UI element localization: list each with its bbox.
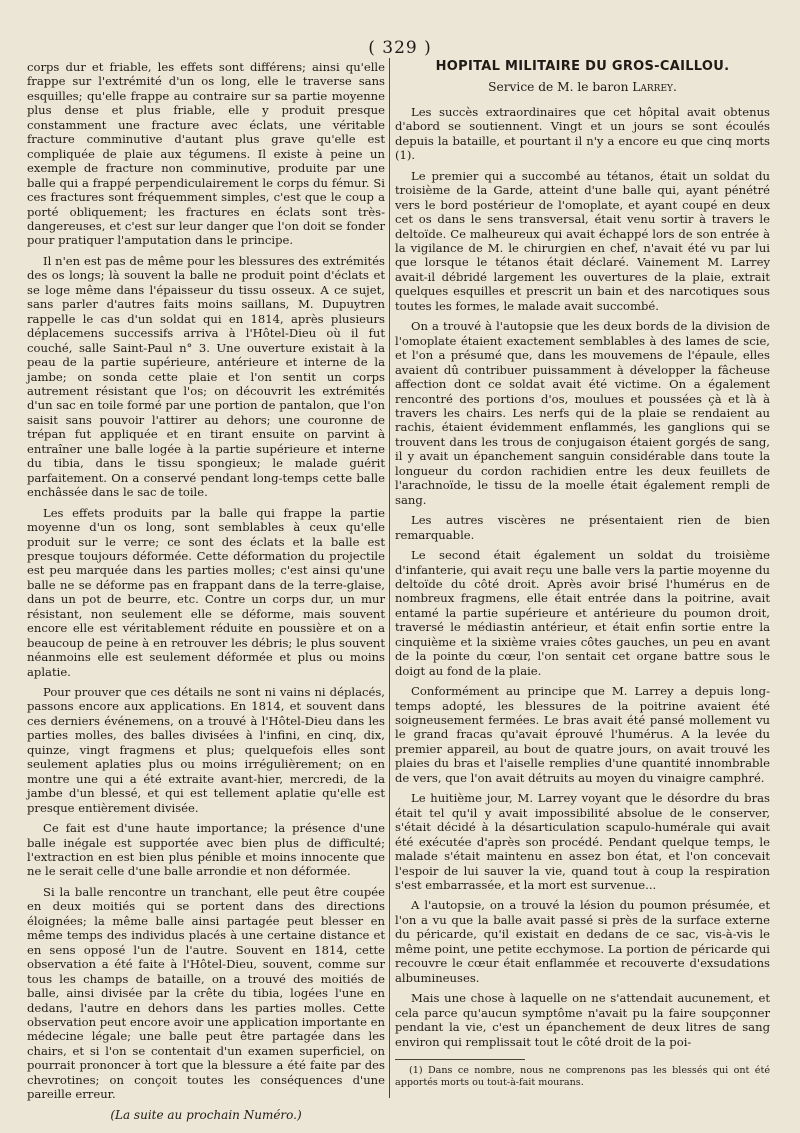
column-divider — [389, 58, 390, 1098]
section-title: HOPITAL MILITAIRE DU GROS-CAILLOU. — [435, 59, 730, 74]
right-paragraph-5: Le second était également un soldat du troisième d'infanterie, qui avait reçu une balle vers la partie moyenne du deltoïde du côté droit. Après avoir brisé l'humérus en de nombreux fragmens, elle était entrée dans la poitrine, avait entamé la partie supérieure et antérieure du poumon droit, traversé le médiastin antérieur, et était enfin sortie entre la cinquième et la sixième vraies côtes gauches, un peu en avant de la pointe du cœur, l'on sentait cet organe battre sous le doigt au fond de la plaie. — [395, 548, 770, 678]
right-paragraph-2: Le premier qui a succombé au tétanos, était un soldat du troisième de la Garde, atteint d'une balle qui, ayant pénétré vers le bord postérieur de l'omoplate, et ayant coupé en deux cet os dans le sens transversal, était venu sortir à travers le deltoïde. Ce malheureux qui avait échappé lors de son entrée à la vigilance de M. le chirurgien en chef, n'avait été vu par lui que lorsque le tétanos était déclaré. Vainement M. Larrey avait-il débridé largement les ouvertures de la plaie, extrait quelques esquilles et prescrit un bain et des narcotiques sous toutes les formes, le malade avait succombé. — [395, 168, 770, 313]
right-paragraph-8: A l'autopsie, on a trouvé la lésion du poumon présumée, et l'on a vu que la balle avait passé si près de la surface externe du péricarde, qu'il existait en dedans de ce sac, vis-à-vis le même point, une petite ecchymose. La portion de péricarde qui recouvre le cœur était enflammée et recouverte d'exsudations albumineuses. — [395, 898, 770, 985]
right-column — [395, 60, 770, 1089]
page-number: ( 329 ) — [368, 38, 432, 58]
right-paragraph-9: Mais une chose à laquelle on ne s'attendait aucunement, et cela parce qu'aucun symptôme n'avait pu la faire soupçonner pendant la vie, c'est un épanchement de deux litres de sang environ qui remplissait tout le côté droit de la poi- — [395, 991, 770, 1049]
right-paragraph-3: On a trouvé à l'autopsie que les deux bords de la division de l'omoplate étaient exactement semblables à des lames de scie, et l'on a présumé que, dans les mouvemens de l'épaule, elles avaient dû contribuer puissamment à développer la fâcheuse affection dont ce soldat avait été victime. On a également rencontré des portions d'os, moulues et poussées çà et là à travers les chairs. Les nerfs qui de la plaie se rendaient au rachis, étaient évidemment enflammés, les ganglions qui se trouvent dans les trous de conjugaison étaient gorgés de sang, il y avait un épanchement sanguin considérable dans toute la longueur du cordon rachidien entre les deux feuillets de l'arachnoïde, le tissu de la moelle était également rempli de sang. — [395, 319, 770, 507]
section-subtitle — [395, 80, 770, 94]
continued-note: (La suite au prochain Numéro.) — [110, 1107, 302, 1122]
left-paragraph-5: Ce fait est d'une haute importance; la présence d'une balle inégale est supportée avec bien plus de difficulté; l'extraction en est bien plus pénible et moins innocente que ne le serait celle d'une balle arrondie et non déformée. — [27, 821, 385, 879]
left-paragraph-3: Les effets produits par la balle qui frappe la partie moyenne d'un os long, sont semblables à ceux qu'elle produit sur le verre; ce sont des éclats et la balle est presque toujours déformée. Cette déformation du projectile est peu marquée dans les parties molles; c'est ainsi qu'une balle ne se déforme pas en frappant dans de la terre-glaise, dans un pot de beurre, etc. Contre un corps dur, un mur résistant, non seulement elle se déforme, mais souvent encore elle est véritablement réduite en poussière et on a beaucoup de peine à en retrouver les débris; le plus souvent néanmoins elle est seulement déformée et plus ou moins aplatie. — [27, 505, 385, 679]
subtitle-prefix: Service de M. le baron — [488, 80, 633, 95]
right-paragraph-4: Les autres viscères ne présentaient rien de bien remarquable. — [395, 513, 770, 542]
footnote-rule — [395, 1059, 525, 1060]
left-paragraph-4: Pour prouver que ces détails ne sont ni vains ni déplacés, passons encore aux applications. En 1814, et souvent dans ces derniers événemens, on a trouvé à l'Hôtel-Dieu dans les parties molles, des balles divisées à l'infini, en cinq, dix, quinze, vingt fragmens et plus; quelquefois elles sont seulement aplaties plus ou moins irrégulièrement; on en montre une qui a été extraite avant-hier, mercredi, de la jambe d'un blessé, et qui est tellement aplatie qu'elle est presque entièrement divisée. — [27, 685, 385, 815]
footnote: (1) Dans ce nombre, nous ne comprenons pas les blessés qui ont été apportés morts ou tout-à-fait mourans. — [395, 1065, 770, 1088]
left-paragraph-2: Il n'en est pas de même pour les blessures des extrémités des os longs; là souvent la balle ne produit point d'éclats et se loge même dans l'épaisseur du tissu osseux. A ce sujet, sans parler d'autres faits moins saillans, M. Dupuytren rappelle le cas d'un soldat qui en 1814, après plusieurs déplacemens successifs arriva à l'Hôtel-Dieu où il fut couché, salle Saint-Paul n° 3. Une ouverture existait à la peau de la partie supérieure, antérieure et interne de la jambe; on sonda cette plaie et l'on sentit un corps autrement résistant que l'os; on découvrit les extrémités d'un sac en toile formé par une portion de pantalon, que l'on saisit sans pouvoir l'attirer au dehors; une couronne de trépan fut appliquée et en tirant ensuite on parvint à entraîner une balle logée à la partie supérieure et interne du tibia, dans le tissu spongieux; le malade guérit parfaitement. On a conservé pendant long-temps cette balle enchâssée dans le sac de toile. — [27, 253, 385, 500]
right-paragraph-1: Les succès extraordinaires que cet hôpital avait obtenus d'abord se soutiennent. Vingt et un jours se sont écoulés depuis la bataille, et pourtant il n'y a encore eu que cinq morts (1). — [395, 104, 770, 163]
right-paragraph-7: Le huitième jour, M. Larrey voyant que le désordre du bras était tel qu'il y avait impossibilité absolue de le conserver, s'était décidé à la désarticulation scapulo-humérale qui avait été exécutée d'après son procédé. Pendant quelque temps, le malade s'était maintenu en assez bon état, et l'on concevait l'espoir de lui sauver la vie, quand tout à coup la respiration s'est embarrassée, et la mort est survenue... — [395, 791, 770, 893]
left-paragraph-1: corps dur et friable, les effets sont différens; ainsi qu'elle frappe sur l'extrémité d'un os long, elle le traverse sans esquilles; qu'elle frappe au contraire sur sa partie moyenne plus dense et plus friable, elle y produit presque constamment une fracture avec éclats, une véritable fracture comminutive d'autant plus grave qu'elle est compliquée de plaie aux tégumens. Il existe à peine un exemple de fracture non comminutive, produite par une balle qui a frappé perpendiculairement le corps du fémur. Si ces fractures sont fréquemment simples, c'est que le coup a porté obliquement; les fractures en éclats sont très-dangereuses, et c'est sur leur danger que l'on doit se fonder pour pratiquer l'amputation dans le principe. — [27, 60, 385, 248]
left-paragraph-6: Si la balle rencontre un tranchant, elle peut être coupée en deux moitiés qui se portent dans des directions éloignées; la même balle ainsi partagée peut blesser en même temps des individus placés à une certaine distance et en sens opposé l'un de l'autre. Souvent en 1814, cette observation a été faite à l'Hôtel-Dieu, souvent, comme sur tous les champs de bataille, on a trouvé des moitiés de balle, ainsi divisée par la crête du tibia, logées l'une en dedans, l'autre en dehors dans les parties molles. Cette observation peut encore avoir une application importante en médecine légale; une balle peut être partagée dans les chairs, et si l'on se contentait d'un examen superficiel, on pourrait prononcer à tort que la blessure a été faite par des chevrotines; on conçoit toutes les conséquences d'une pareille erreur. — [27, 884, 385, 1102]
subtitle-name: Larrey. — [632, 80, 677, 95]
right-paragraph-6: Conformément au principe que M. Larrey a depuis long-temps adopté, les blessures de la poitrine avaient été soigneusement fermées. Le bras avait été pansé mollement vu le grand fracas qu'avait éprouvé l'humérus. A la levée du premier appareil, au bout de quatre jours, on avait trouvé les plaies du bras et l'aiselle remplies d'une quantité innombrable de vers, que l'on avait détruits au moyen du vinaigre camphré. — [395, 684, 770, 785]
left-column — [27, 60, 385, 1122]
